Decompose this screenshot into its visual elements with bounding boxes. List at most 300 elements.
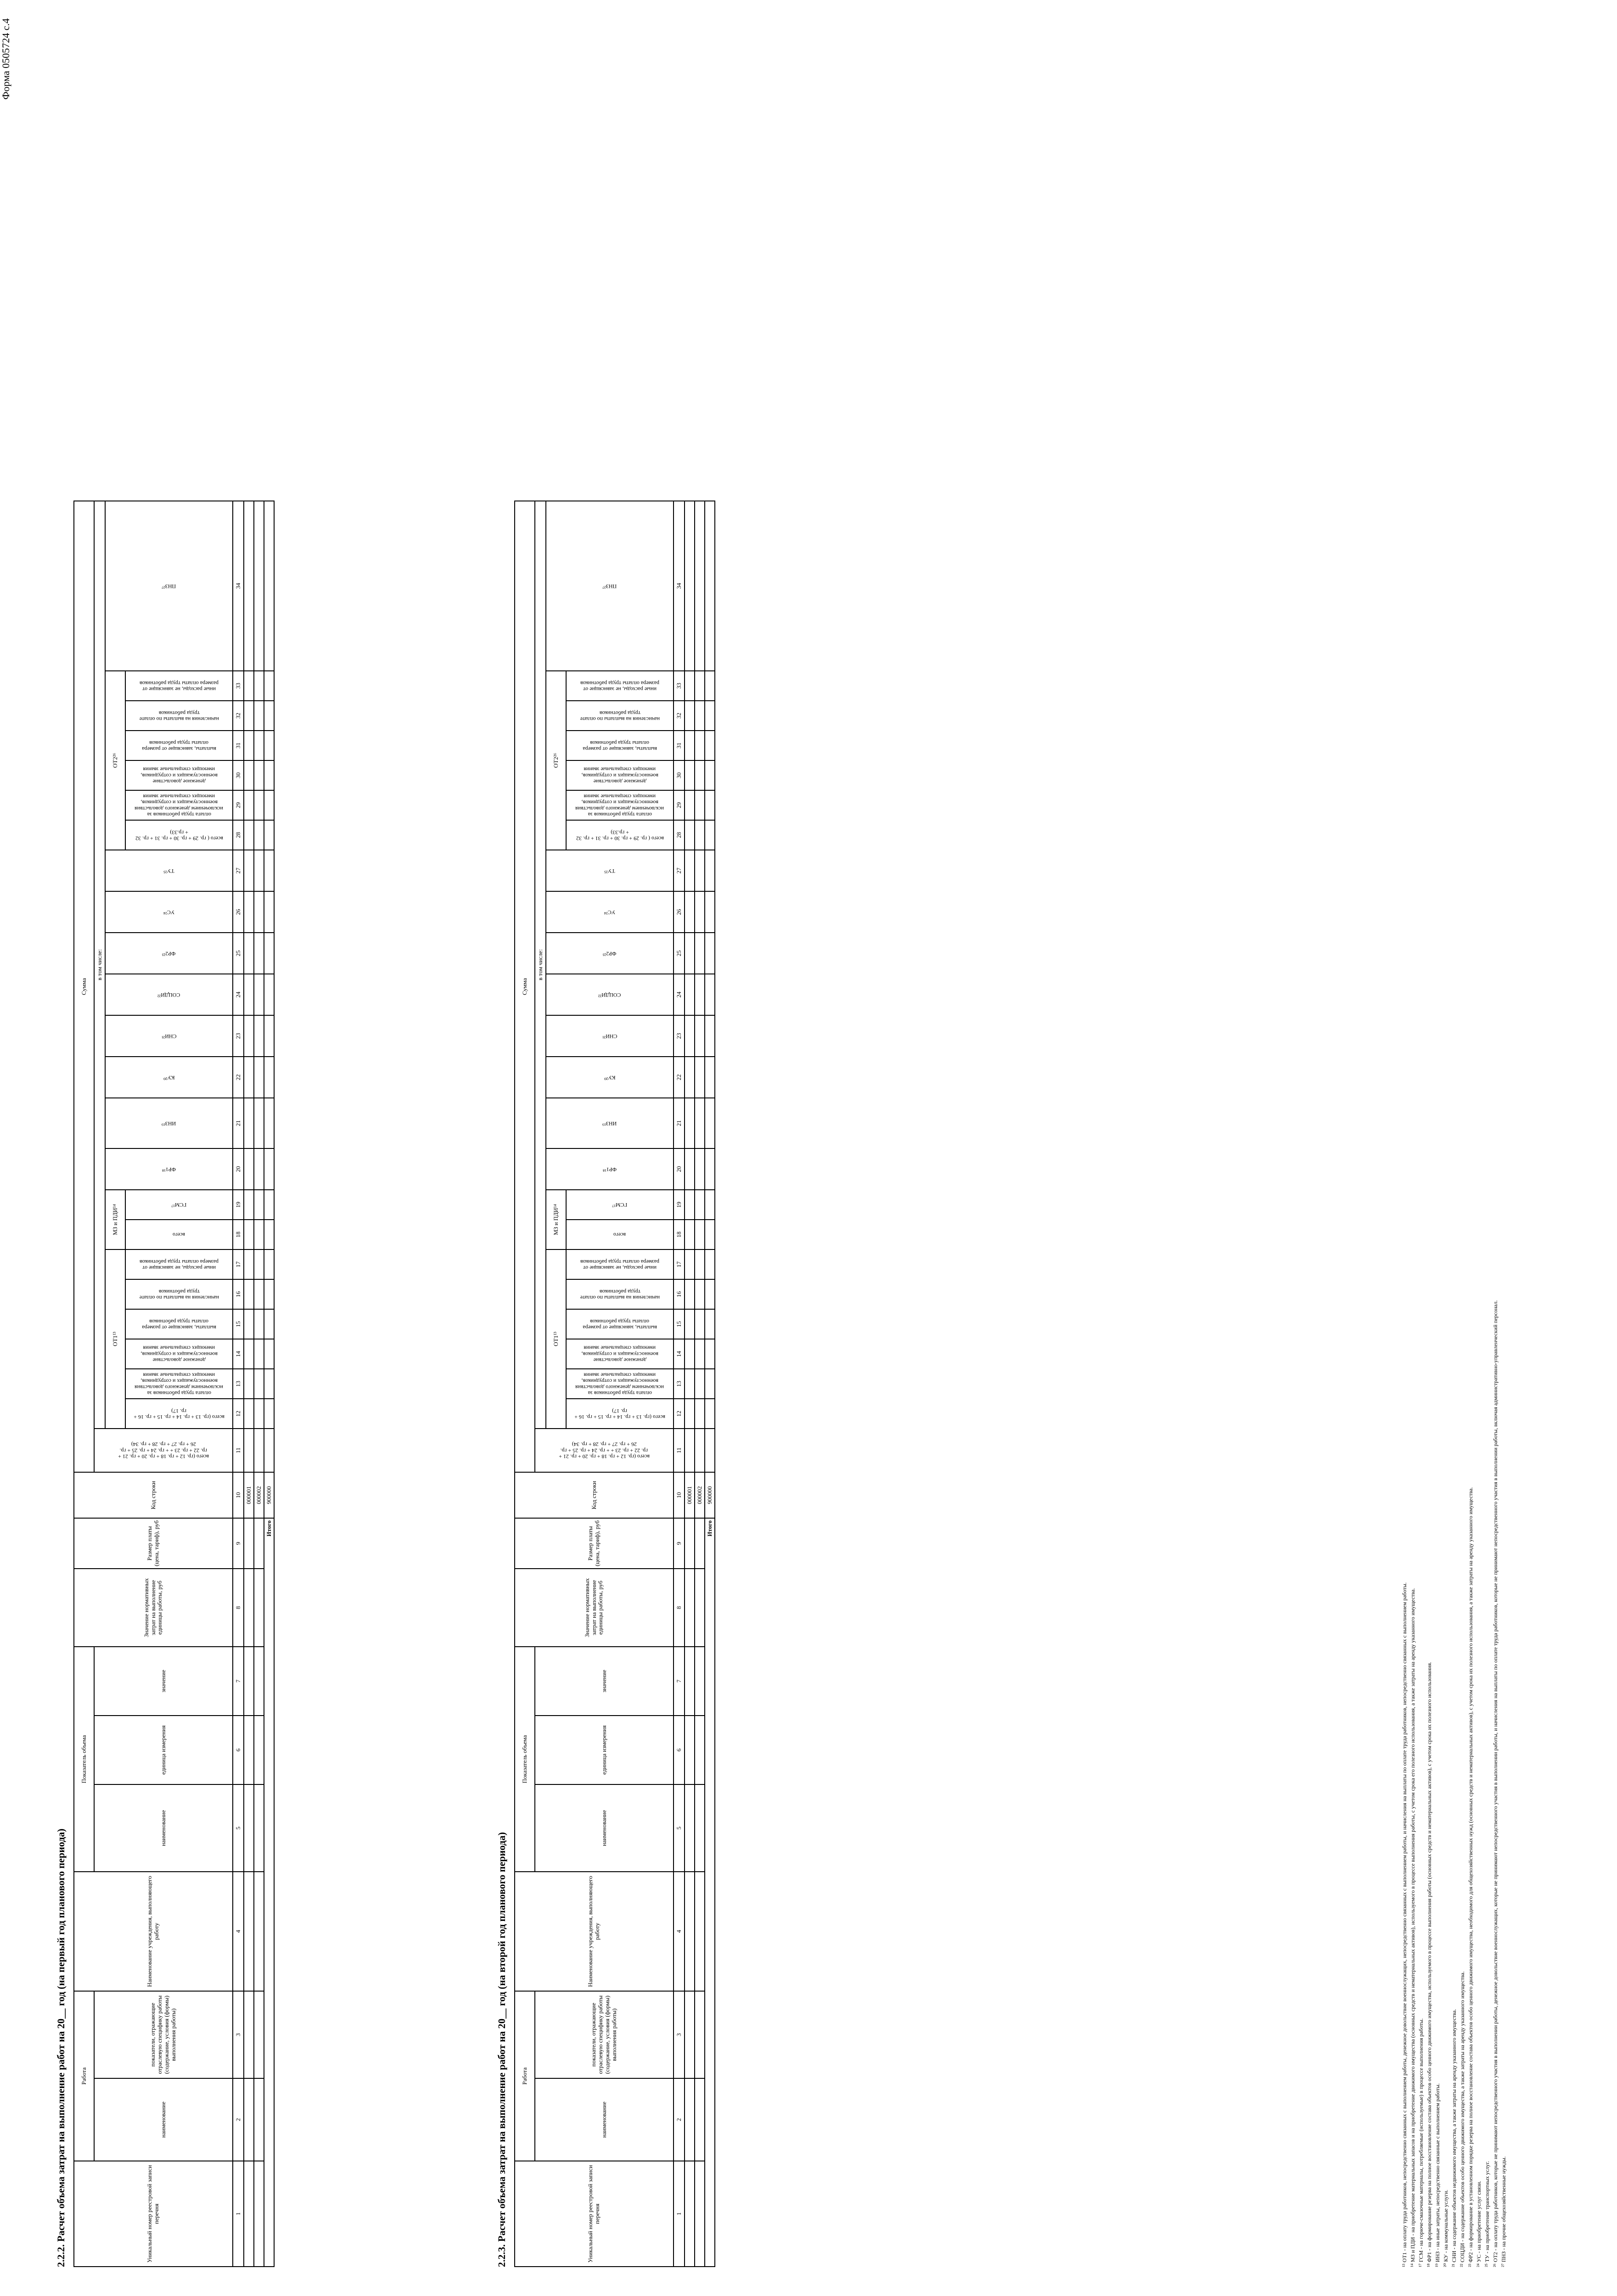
data-cell (695, 1784, 705, 1872)
header-cell: Показатель объема (74, 1647, 94, 1872)
header-label: всего (613, 1232, 626, 1238)
header-label: выплаты, зависящие от размера оплаты труда работников (142, 1318, 216, 1331)
data-cell (244, 850, 254, 891)
column-number: 5 (674, 1784, 685, 1872)
data-cell (705, 790, 715, 820)
data-cell (264, 1339, 274, 1369)
column-number: 4 (233, 1872, 244, 1991)
header-cell (566, 1190, 674, 1220)
column-number: 21 (233, 1098, 244, 1148)
data-cell (244, 1339, 254, 1369)
data-cell (705, 760, 715, 790)
data-cell (685, 1369, 695, 1399)
data-cell (254, 1872, 264, 1991)
data-cell (705, 1098, 715, 1148)
data-cell (685, 933, 695, 974)
header-cell (125, 1220, 233, 1249)
header-cell (546, 933, 674, 974)
data-cell (685, 790, 695, 820)
header-cell (105, 933, 233, 974)
data-cell (695, 820, 705, 850)
footnote: ¹⁸ ФР1 - на формирование резерва на полное восстановление состава объектов особо ценного движимого имущества, используемого в процессе выполнения работы (основных средств и нематериальных активов), с учетом срока их полезного использования. (1426, 1662, 1432, 2267)
header-label: УС²⁴ (163, 909, 175, 916)
column-number: 29 (233, 790, 244, 820)
header-cell: Уникальный номер реестровой записи перечня (74, 2161, 233, 2267)
data-cell (244, 1015, 254, 1057)
data-cell (695, 1057, 705, 1098)
column-number: 18 (674, 1220, 685, 1249)
header-cell: Значение нормативных затрат на выполнение единицы работы, руб (515, 1569, 674, 1647)
column-number: 17 (233, 1249, 244, 1279)
data-cell (254, 671, 264, 701)
header-label: ИНЗ¹⁹ (602, 1120, 617, 1127)
column-number: 15 (674, 1309, 685, 1339)
column-number: 11 (674, 1429, 685, 1472)
data-cell (254, 974, 264, 1015)
section-title: 2.2.3. Расчет объема затрат на выполнение работ на 20__ год (на второй год планового периода) (496, 1832, 507, 2267)
header-label: всего (173, 1232, 185, 1238)
header-cell (546, 1148, 674, 1190)
data-cell (244, 1991, 254, 2078)
footnote: ¹⁹ ИНЗ - на иные затраты, непосредственно связанные с выполнением работы. (1434, 2083, 1441, 2267)
data-cell (695, 731, 705, 760)
data-cell (254, 1784, 264, 1872)
header-label: СНИ²¹ (161, 1033, 177, 1040)
header-cell: Наименование учреждения, выполняющего работу (515, 1872, 674, 1991)
data-cell (254, 1399, 264, 1429)
data-cell (254, 891, 264, 933)
header-label: денежное довольствие военнослужащих и сотрудников, имеющих специальные звания (140, 766, 218, 785)
data-cell (254, 760, 264, 790)
column-number: 30 (674, 760, 685, 790)
footnote: ²⁵ ТУ - на приобретение транспортных услуг. (1484, 2161, 1490, 2267)
header-label: иные расходы, не зависящие от размера оплаты труда работников (580, 1258, 660, 1271)
column-number: 20 (233, 1148, 244, 1190)
data-cell (695, 891, 705, 933)
data-cell (244, 671, 254, 701)
data-cell (264, 820, 274, 850)
data-cell (695, 2078, 705, 2161)
data-cell (705, 1148, 715, 1190)
header-cell: наименование (535, 2078, 674, 2161)
column-number: 19 (233, 1190, 244, 1220)
data-cell (244, 933, 254, 974)
data-cell (244, 2078, 254, 2161)
column-number: 13 (674, 1369, 685, 1399)
total-code: 900000 (264, 1472, 274, 1518)
header-cell: в том числе: (94, 501, 105, 1429)
data-cell (695, 501, 705, 671)
header-cell: Сумма (74, 501, 94, 1472)
data-cell (254, 1518, 264, 1569)
data-cell (264, 1057, 274, 1098)
data-cell (695, 1991, 705, 2078)
column-number: 27 (674, 850, 685, 891)
footnotes (1400, 31, 1508, 2267)
column-number: 6 (233, 1716, 244, 1784)
header-label: иные расходы, не зависящие от размера оплаты труда работников (139, 1258, 219, 1271)
data-cell (695, 760, 705, 790)
footnote: ²² СОЦДИ - на содержание объектов особо ценного движимого имущества, а также затраты на аренду указанного имущества. (1459, 1971, 1465, 2267)
data-cell (685, 1991, 695, 2078)
header-label: денежное довольствие военнослужащих и сотрудников, имеющих специальные звания (140, 1345, 218, 1364)
data-cell (264, 1279, 274, 1309)
data-cell (705, 1220, 715, 1249)
data-cell (685, 501, 695, 671)
header-label: иные расходы, не зависящие от размера оплаты труда работников (139, 680, 219, 692)
data-cell (695, 1148, 705, 1190)
header-cell (566, 1399, 674, 1429)
header-label: ФР1¹⁸ (162, 1166, 176, 1173)
footnote: ²⁰ КУ - на коммунальные услуги. (1443, 2189, 1449, 2267)
data-cell (264, 1148, 274, 1190)
row-code: 000002 (695, 1472, 705, 1518)
column-number: 25 (674, 933, 685, 974)
data-cell (695, 1220, 705, 1249)
footnote: ¹³ ОТ1 - на оплату труда работников, непосредственно связанных с выполнением работы, денежное довольствие военнослужащих, непосредственно связанных с выполнением работы, и начисления на выплаты по оплате труда работников, непосредственно связанных с выполнением работы. (1401, 1582, 1408, 2267)
header-cell (125, 671, 233, 701)
data-cell (264, 1015, 274, 1057)
data-cell (244, 760, 254, 790)
data-cell (695, 1339, 705, 1369)
column-number: 23 (674, 1015, 685, 1057)
header-cell: Значение нормативных затрат на выполнение единицы работы, руб (74, 1569, 233, 1647)
data-cell (254, 850, 264, 891)
header-cell (125, 1190, 233, 1220)
data-cell (705, 501, 715, 671)
header-cell: Сумма (515, 501, 535, 1472)
header-label: оплата труда работников за исключением денежного довольствия военнослужащих и сотрудников, имеющих специальные звания (135, 1372, 224, 1396)
data-cell (244, 501, 254, 671)
header-cell (546, 1057, 674, 1098)
column-number: 12 (674, 1399, 685, 1429)
column-number: 12 (233, 1399, 244, 1429)
data-cell (695, 1249, 705, 1279)
header-cell: ОТ2²⁶ (546, 671, 566, 850)
data-cell (264, 1399, 274, 1429)
header-cell (125, 1279, 233, 1309)
column-number: 33 (674, 671, 685, 701)
header-label: всего (гр. 13 + гр. 14 + гр. 15 + гр. 16 + гр. 17) (574, 1407, 665, 1420)
header-cell: Код строки (74, 1472, 233, 1518)
data-cell (685, 1098, 695, 1148)
data-cell (244, 2161, 254, 2267)
column-number: 32 (233, 701, 244, 731)
data-cell (244, 1784, 254, 1872)
data-cell (264, 891, 274, 933)
data-cell (264, 701, 274, 731)
column-number: 34 (674, 501, 685, 671)
data-cell (254, 1309, 264, 1339)
data-cell (254, 1647, 264, 1716)
column-number: 25 (233, 933, 244, 974)
header-label: иные расходы, не зависящие от размера оплаты труда работников (580, 680, 660, 692)
cost-table (73, 501, 275, 2267)
header-cell (566, 790, 674, 820)
data-cell (244, 1518, 254, 1569)
data-cell (695, 1716, 705, 1784)
data-cell (264, 1220, 274, 1249)
column-number: 33 (233, 671, 244, 701)
header-label: оплата труда работников за исключением денежного довольствия военнослужащих и сотрудников, имеющих специальные звания (575, 793, 664, 818)
total-code: 900000 (705, 1472, 715, 1518)
column-number: 17 (674, 1249, 685, 1279)
header-cell (546, 501, 674, 671)
header-cell: наименование (94, 1784, 233, 1872)
header-label: ФР1¹⁸ (603, 1166, 617, 1173)
header-label: ПНЗ²⁷ (602, 583, 617, 590)
footnote: ²⁴ УС - на приобретение услуг связи. (1476, 2181, 1482, 2267)
data-cell (254, 2078, 264, 2161)
data-cell (685, 701, 695, 731)
footnote: ¹⁴ МЗ и ПДИ - на приобретение материальных запасов и на приобретение движимого имущества (основных средств и нематериальных активов), используемого в процессе выполнения работы, с учетом срока его полезного использования, а также затраты на аренду указанного имущества. (1409, 1588, 1416, 2267)
column-number: 28 (233, 820, 244, 850)
column-number: 30 (233, 760, 244, 790)
table-row (244, 501, 254, 2267)
header-cell (105, 501, 233, 671)
data-cell (695, 1309, 705, 1339)
header-cell (566, 1339, 674, 1369)
data-cell (264, 760, 274, 790)
column-number: 14 (674, 1339, 685, 1369)
data-cell (705, 1279, 715, 1309)
data-cell (685, 2161, 695, 2267)
data-cell (705, 1339, 715, 1369)
table-row (254, 501, 264, 2267)
header-cell (566, 760, 674, 790)
data-cell (695, 1429, 705, 1472)
column-number: 5 (233, 1784, 244, 1872)
data-cell (705, 850, 715, 891)
data-cell (264, 1309, 274, 1339)
header-cell: ОТ2²⁶ (105, 671, 125, 850)
data-cell (705, 1015, 715, 1057)
header-cell (105, 1057, 233, 1098)
data-cell (705, 1249, 715, 1279)
data-cell (685, 1518, 695, 1569)
data-cell (685, 731, 695, 760)
header-cell (566, 820, 674, 850)
data-cell (264, 974, 274, 1015)
header-cell (105, 1148, 233, 1190)
header-label: оплата труда работников за исключением денежного довольствия военнослужащих и сотрудников, имеющих специальные звания (575, 1372, 664, 1396)
data-cell (695, 1647, 705, 1716)
data-cell (254, 820, 264, 850)
data-cell (254, 1716, 264, 1784)
column-number: 23 (233, 1015, 244, 1057)
column-number: 20 (674, 1148, 685, 1190)
header-cell (535, 1429, 674, 1472)
data-cell (244, 891, 254, 933)
data-cell (254, 731, 264, 760)
data-cell (264, 501, 274, 671)
header-cell (125, 1249, 233, 1279)
header-cell: МЗ и ПДИ¹⁴ (546, 1190, 566, 1249)
header-label: ТУ²⁵ (604, 867, 615, 874)
header-label: оплата труда работников за исключением денежного довольствия военнослужащих и сотрудников, имеющих специальные звания (135, 793, 224, 818)
data-cell (244, 820, 254, 850)
column-number: 8 (233, 1569, 244, 1647)
data-cell (264, 850, 274, 891)
data-cell (685, 671, 695, 701)
data-cell (705, 1399, 715, 1429)
data-cell (244, 1098, 254, 1148)
header-cell: единица измерения (535, 1716, 674, 1784)
header-cell (566, 701, 674, 731)
cost-table (514, 501, 715, 2267)
header-cell (546, 974, 674, 1015)
header-cell: ОТ1¹³ (546, 1249, 566, 1429)
data-cell (705, 1369, 715, 1399)
data-cell (254, 1249, 264, 1279)
header-cell: наименование (535, 1784, 674, 1872)
data-cell (254, 501, 264, 671)
header-cell (105, 974, 233, 1015)
header-label: ГСМ¹⁷ (171, 1202, 187, 1209)
header-cell: Работа (74, 1991, 94, 2161)
column-number: 28 (674, 820, 685, 850)
total-row (264, 501, 274, 2267)
header-cell: МЗ и ПДИ¹⁴ (105, 1190, 125, 1249)
data-cell (685, 974, 695, 1015)
data-cell (695, 790, 705, 820)
data-cell (685, 1339, 695, 1369)
header-cell: наименование (94, 2078, 233, 2161)
data-cell (685, 1279, 695, 1309)
data-cell (695, 974, 705, 1015)
header-cell (125, 1339, 233, 1369)
data-cell (244, 1279, 254, 1309)
header-label: ФР2²³ (603, 950, 617, 957)
data-cell (695, 1098, 705, 1148)
header-label: ФР2²³ (162, 950, 176, 957)
header-cell (125, 701, 233, 731)
data-cell (254, 1190, 264, 1220)
data-cell (264, 1369, 274, 1399)
data-cell (685, 1784, 695, 1872)
header-label: денежное довольствие военнослужащих и сотрудников, имеющих специальные звания (581, 766, 658, 785)
header-label: начисления на выплаты по оплате труда работников (139, 709, 219, 722)
column-number: 7 (233, 1647, 244, 1716)
header-cell: Размер платы (цена, тариф), руб (515, 1518, 674, 1569)
data-cell (264, 1098, 274, 1148)
data-cell (695, 933, 705, 974)
data-cell (244, 790, 254, 820)
data-cell (244, 1249, 254, 1279)
data-cell (695, 1399, 705, 1429)
data-cell (695, 2161, 705, 2267)
header-cell (546, 1098, 674, 1148)
header-label: начисления на выплаты по оплате труда работников (580, 709, 660, 722)
data-cell (264, 731, 274, 760)
data-cell (254, 701, 264, 731)
header-cell: Уникальный номер реестровой записи перечня (515, 2161, 674, 2267)
data-cell (244, 1872, 254, 1991)
column-number: 24 (233, 974, 244, 1015)
header-label: УС²⁴ (604, 909, 616, 916)
header-cell (125, 1369, 233, 1399)
header-label: всего ( гр. 29 + гр. 30 + гр. 31 + гр. 32 + гр.33) (135, 829, 223, 842)
header-cell (546, 850, 674, 891)
data-cell (244, 974, 254, 1015)
footnote: ¹⁷ ГСМ - на горюче-смазочные материалы, потребляемые (используемые) в процессе выполнения работы. (1418, 2018, 1424, 2267)
column-number: 27 (233, 850, 244, 891)
data-cell (685, 760, 695, 790)
header-label: СНИ²¹ (602, 1033, 618, 1040)
data-cell (254, 1369, 264, 1399)
data-cell (254, 1429, 264, 1472)
header-cell (105, 1098, 233, 1148)
data-cell (264, 671, 274, 701)
data-cell (685, 2078, 695, 2161)
data-cell (695, 1015, 705, 1057)
data-cell (705, 731, 715, 760)
data-cell (705, 891, 715, 933)
data-cell (695, 850, 705, 891)
data-cell (244, 1148, 254, 1190)
data-cell (244, 701, 254, 731)
column-number: 8 (674, 1569, 685, 1647)
header-cell (546, 891, 674, 933)
data-cell (685, 1716, 695, 1784)
table-row (695, 501, 705, 2267)
table-row (685, 501, 695, 2267)
header-cell (125, 1399, 233, 1429)
column-number: 16 (233, 1279, 244, 1309)
header-label: всего (гр. 12 + гр. 18 + гр. 20 + гр. 21 + гр. 22 + гр. 23 + + гр. 24 + гр. 25 + гр. 26 + гр. 27 + гр. 28 + гр. 34) (118, 1441, 209, 1460)
column-number: 10 (674, 1472, 685, 1518)
data-cell (254, 1148, 264, 1190)
data-cell (254, 933, 264, 974)
column-number: 9 (674, 1518, 685, 1569)
data-cell (685, 1015, 695, 1057)
data-cell (244, 731, 254, 760)
header-cell (125, 731, 233, 760)
data-cell (695, 1872, 705, 1991)
column-number: 4 (674, 1872, 685, 1991)
header-cell: Наименование учреждения, выполняющего работу (74, 1872, 233, 1991)
data-cell (264, 1190, 274, 1220)
header-cell: ОТ1¹³ (105, 1249, 125, 1429)
header-label: ИНЗ¹⁹ (162, 1120, 176, 1127)
header-cell (566, 1369, 674, 1399)
column-number: 16 (674, 1279, 685, 1309)
total-label: Итого (264, 1518, 274, 2267)
header-label: КУ²⁰ (163, 1074, 175, 1081)
column-number: 31 (674, 731, 685, 760)
header-cell (105, 891, 233, 933)
header-cell (125, 820, 233, 850)
column-number: 29 (674, 790, 685, 820)
data-cell (254, 1220, 264, 1249)
header-cell (125, 1309, 233, 1339)
data-cell (685, 1249, 695, 1279)
data-cell (254, 1991, 264, 2078)
column-number: 22 (674, 1057, 685, 1098)
data-cell (244, 1716, 254, 1784)
header-cell (94, 1429, 233, 1472)
header-cell: показатели, отражающие отраслевую специфику работы (содержание, условия (формы) выполнения работы) (535, 1991, 674, 2078)
header-cell (566, 1249, 674, 1279)
data-cell (705, 1309, 715, 1339)
column-number: 6 (674, 1716, 685, 1784)
data-cell (264, 1249, 274, 1279)
footnote: ²⁶ ОТ2 - на оплату труда работников, которые не принимают непосредственного участия в выполнении работы, денежное довольствие военнослужащих, которые не принимают непосредственного участия в выполнении работы, и начисления на выплаты по оплате труда работников, которые не принимают непосредственного участия в выполнении работы, включая административно-управленческий персонал. (1492, 1300, 1499, 2267)
column-number: 19 (674, 1190, 685, 1220)
data-cell (695, 1190, 705, 1220)
header-cell: показатели, отражающие отраслевую специфику работы (содержание, условия (формы) выполнения работы) (94, 1991, 233, 2078)
header-label: всего (гр. 12 + гр. 18 + гр. 20 + гр. 21 + гр. 22 + гр. 23 + + гр. 24 + гр. 25 + гр. 26 + гр. 27 + гр. 28 + гр. 34) (559, 1441, 650, 1460)
